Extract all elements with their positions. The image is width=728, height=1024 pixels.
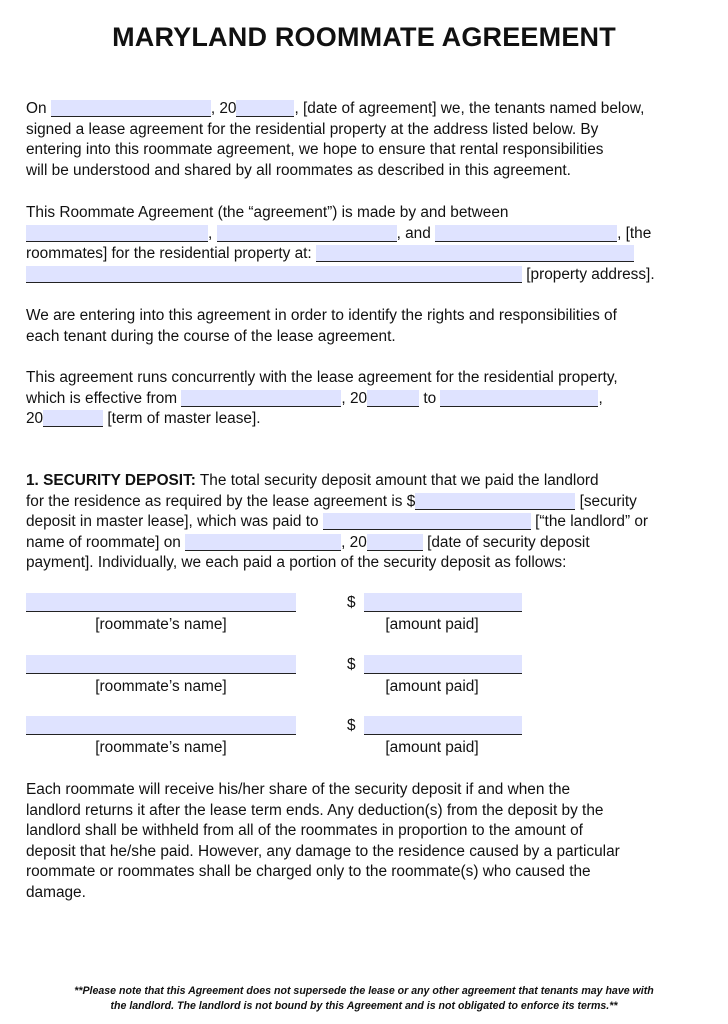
purpose-line1: We are entering into this agreement in order to identify the rights and responsibilities of bbox=[26, 307, 617, 324]
intro-line1-rest: , [date of agreement] we, the tenants named below, bbox=[294, 100, 645, 117]
total-deposit-field[interactable] bbox=[415, 493, 575, 510]
year-prefix: , 20 bbox=[210, 100, 237, 117]
purpose-paragraph bbox=[26, 306, 720, 347]
footer-note bbox=[0, 984, 728, 1014]
amount-paid-field[interactable] bbox=[364, 716, 522, 735]
deposit-line3-end: [“the landlord” or bbox=[535, 513, 649, 530]
deposit-line5: payment]. Individually, we each paid a portion of the security deposit as follows: bbox=[26, 554, 567, 571]
roommate-name-label: [roommate’s name] bbox=[95, 616, 227, 633]
footer-line2: the landlord. The landlord is not bound by this Agreement and is not obligated to enforce its terms.** bbox=[110, 1000, 618, 1012]
intro-paragraph bbox=[26, 99, 720, 181]
lease-start-year-field[interactable] bbox=[367, 390, 419, 407]
amount-paid-field[interactable] bbox=[364, 593, 522, 612]
end-year-prefix: 20 bbox=[26, 410, 44, 427]
paid-to-field[interactable] bbox=[323, 513, 531, 530]
footer-line1: **Please note that this Agreement does not supersede the lease or any other agreement that tenants may have with bbox=[74, 985, 654, 997]
intro-line2: signed a lease agreement for the residential property at the address listed below. By bbox=[26, 120, 599, 138]
roommate-name-label: [roommate’s name] bbox=[95, 678, 227, 695]
deposit-line2-start: for the residence as required by the lease agreement is $ bbox=[26, 492, 416, 510]
agreement-year-field[interactable] bbox=[236, 100, 294, 117]
roommate-3-name-field[interactable] bbox=[435, 225, 617, 242]
roommate-name-field[interactable] bbox=[26, 593, 296, 612]
refund-line3: landlord shall be withheld from all of the roommates in proportion to the amount of bbox=[26, 822, 583, 839]
end-comma: , bbox=[598, 389, 603, 407]
dollar-sign: $ bbox=[347, 594, 356, 611]
parties-paragraph bbox=[26, 203, 720, 285]
parties-line3: roommates] for the residential property at: bbox=[26, 245, 312, 262]
to-text: to bbox=[423, 389, 437, 407]
start-year-prefix: , 20 bbox=[341, 389, 368, 407]
on-text: On bbox=[26, 100, 47, 117]
purpose-line2: each tenant during the course of the lease agreement. bbox=[26, 327, 396, 345]
refund-paragraph bbox=[26, 780, 720, 903]
the-text: , [the bbox=[617, 224, 652, 242]
term-line2-start: which is effective from bbox=[26, 389, 178, 407]
comma-text: , bbox=[208, 224, 213, 242]
deposit-year-field[interactable] bbox=[367, 534, 423, 551]
amount-paid-label: [amount paid] bbox=[385, 678, 479, 695]
roommate-name-label: [roommate’s name] bbox=[95, 739, 227, 756]
deposit-line1: The total security deposit amount that we paid the landlord bbox=[195, 472, 599, 489]
security-deposit-heading: 1. SECURITY DEPOSIT: bbox=[26, 472, 196, 489]
dollar-sign: $ bbox=[347, 656, 356, 673]
lease-end-date-field[interactable] bbox=[440, 390, 598, 407]
amount-paid-label: [amount paid] bbox=[385, 616, 479, 633]
intro-line4: will be understood and shared by all roommates as described in this agreement. bbox=[26, 161, 571, 179]
term-label: [term of master lease]. bbox=[107, 410, 261, 427]
roommate-1-name-field[interactable] bbox=[26, 225, 208, 242]
deposit-line3-start: deposit in master lease], which was paid to bbox=[26, 513, 319, 530]
lease-end-year-field[interactable] bbox=[43, 410, 103, 427]
refund-line6: damage. bbox=[26, 883, 86, 901]
property-address-field-1[interactable] bbox=[316, 245, 634, 262]
deposit-year-prefix: , 20 bbox=[341, 533, 367, 551]
deposit-line2-end: [security bbox=[579, 492, 637, 510]
term-paragraph bbox=[26, 368, 720, 430]
intro-line3: entering into this roommate agreement, we hope to ensure that rental responsibilities bbox=[26, 141, 604, 158]
refund-line4: deposit that he/she paid. However, any damage to the residence caused by a particular bbox=[26, 842, 620, 860]
agreement-date-field[interactable] bbox=[51, 100, 211, 117]
term-line1: This agreement runs concurrently with the lease agreement for the residential property, bbox=[26, 369, 618, 386]
deposit-line4-start: name of roommate] on bbox=[26, 533, 181, 551]
roommate-name-field[interactable] bbox=[26, 716, 296, 735]
property-address-label: [property address]. bbox=[526, 265, 655, 283]
property-address-field-2[interactable] bbox=[26, 266, 522, 283]
security-deposit-section bbox=[26, 471, 720, 574]
parties-line1: This Roommate Agreement (the “agreement”) is made by and between bbox=[26, 204, 509, 221]
deposit-date-field[interactable] bbox=[185, 534, 341, 551]
dollar-sign: $ bbox=[347, 717, 356, 734]
document-title: MARYLAND ROOMMATE AGREEMENT bbox=[112, 22, 616, 52]
and-text: , and bbox=[396, 224, 431, 242]
refund-line1: Each roommate will receive his/her share of the security deposit if and when the bbox=[26, 781, 571, 798]
refund-line2: landlord returns it after the lease term ends. Any deduction(s) from the deposit by the bbox=[26, 801, 604, 819]
lease-start-date-field[interactable] bbox=[181, 390, 341, 407]
amount-paid-field[interactable] bbox=[364, 655, 522, 674]
roommate-name-field[interactable] bbox=[26, 655, 296, 674]
amount-paid-label: [amount paid] bbox=[385, 739, 479, 756]
refund-line5: roommate or roommates shall be charged only to the roommate(s) who caused the bbox=[26, 863, 591, 880]
roommate-2-name-field[interactable] bbox=[217, 225, 397, 242]
deposit-line4-end: [date of security deposit bbox=[427, 533, 590, 551]
